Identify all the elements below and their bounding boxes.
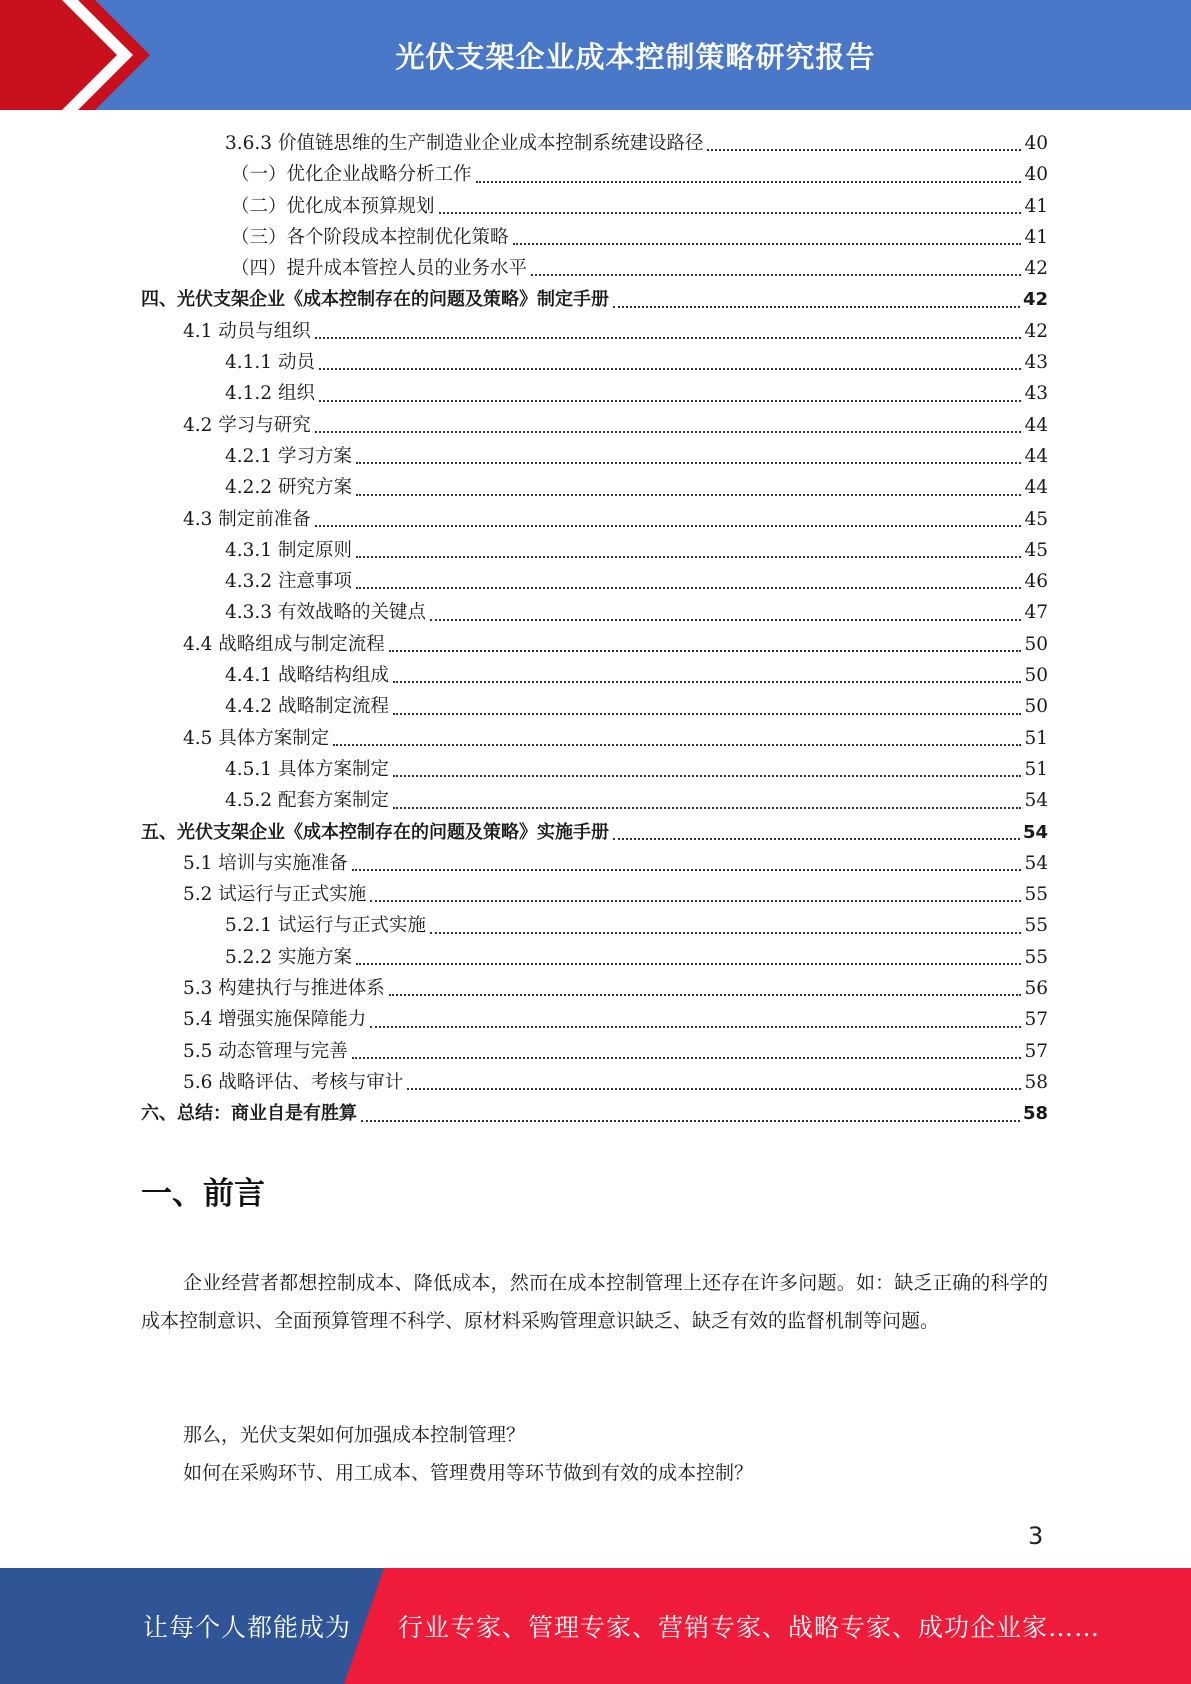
toc-entry-page: 51 — [1024, 727, 1048, 749]
toc-chapter-entry[interactable] — [141, 1098, 1048, 1129]
toc-entry-text: 4.1.1 动员 — [225, 352, 315, 374]
toc-leader-dots — [389, 994, 1022, 996]
toc-leader-dots — [513, 243, 1022, 245]
toc-leader-dots — [430, 932, 1021, 934]
toc-entry-page: 47 — [1024, 602, 1048, 624]
page-number: 3 — [1028, 1522, 1044, 1550]
toc-leader-dots — [333, 744, 1021, 746]
toc-entry-text: 4.4 战略组成与制定流程 — [183, 633, 385, 655]
toc-leader-dots — [352, 869, 1022, 871]
toc-entry-page: 44 — [1024, 477, 1048, 499]
toc-entry-page: 50 — [1024, 633, 1048, 655]
toc-entry[interactable] — [141, 347, 1048, 378]
toc-entry[interactable] — [141, 660, 1048, 691]
toc-entry-page: 45 — [1024, 508, 1048, 530]
toc-entry-text: 4.2.1 学习方案 — [225, 445, 352, 467]
toc-entry-page: 56 — [1024, 978, 1048, 1000]
toc-entry-page: 58 — [1024, 1071, 1048, 1093]
toc-leader-dots — [393, 807, 1021, 809]
toc-entry-page: 55 — [1024, 946, 1048, 968]
toc-entry-page: 46 — [1024, 571, 1048, 593]
toc-entry-text: 5.2.1 试运行与正式实施 — [225, 915, 426, 937]
toc-leader-dots — [531, 274, 1021, 276]
toc-leader-dots — [439, 212, 1022, 214]
toc-leader-dots — [352, 1057, 1022, 1059]
toc-entry-text: 4.4.1 战略结构组成 — [225, 665, 389, 687]
toc-entry[interactable] — [141, 723, 1048, 754]
toc-entry-text: （一）优化企业战略分析工作 — [231, 164, 472, 186]
toc-entry-text: 5.4 增强实施保障能力 — [183, 1009, 367, 1031]
toc-entry-text: 六、总结：商业自是有胜算 — [141, 1103, 357, 1125]
toc-entry-text: 5.6 战略评估、考核与审计 — [183, 1071, 404, 1093]
toc-entry-text: 4.3.2 注意事项 — [225, 571, 352, 593]
toc-entry-text: 4.5.1 具体方案制定 — [225, 758, 389, 780]
toc-entry[interactable] — [141, 535, 1048, 566]
toc-entry-text: 五、光伏支架企业《成本控制存在的问题及策略》实施手册 — [141, 821, 609, 843]
toc-entry[interactable] — [141, 691, 1048, 722]
toc-entry[interactable] — [141, 629, 1048, 660]
toc-entry-text: 5.2 试运行与正式实施 — [183, 884, 367, 906]
toc-entry-page: 43 — [1024, 352, 1048, 374]
toc-entry-text: 4.1 动员与组织 — [183, 320, 311, 342]
toc-chapter-entry[interactable] — [141, 284, 1048, 315]
toc-leader-dots — [356, 462, 1022, 464]
toc-entry-page: 50 — [1024, 665, 1048, 687]
body-paragraph: 那么，光伏支架如何加强成本控制管理？ — [183, 1424, 526, 1446]
section-heading: 一、前言 — [141, 1176, 265, 1212]
toc-entry[interactable] — [141, 566, 1048, 597]
toc-entry-page: 57 — [1024, 1040, 1048, 1062]
toc-entry-page: 57 — [1024, 1009, 1048, 1031]
toc-entry-text: 5.1 培训与实施准备 — [183, 852, 348, 874]
toc-entry-text: （二）优化成本预算规划 — [231, 195, 435, 217]
toc-entry-page: 40 — [1024, 133, 1048, 154]
toc-leader-dots — [315, 431, 1022, 433]
toc-entry-text: 4.4.2 战略制定流程 — [225, 696, 389, 718]
toc-entry[interactable] — [141, 597, 1048, 628]
toc-entry[interactable] — [141, 222, 1048, 253]
body-paragraph: 企业经营者都想控制成本、降低成本，然而在成本控制管理上还存在许多问题。如：缺乏正确的科学的成本控制意识、全面预算管理不科学、原材料采购管理意识缺乏、缺乏有效的监督机制等问题。 — [141, 1272, 1048, 1332]
toc-entry-text: （四）提升成本管控人员的业务水平 — [231, 258, 528, 280]
toc-entry[interactable] — [141, 504, 1048, 535]
toc-entry-page: 44 — [1024, 414, 1048, 436]
toc-entry[interactable] — [141, 316, 1048, 347]
toc-entry[interactable] — [141, 910, 1048, 941]
toc-entry-page: 44 — [1024, 445, 1048, 467]
toc-entry-page: 41 — [1024, 226, 1048, 248]
toc-entry[interactable] — [141, 754, 1048, 785]
toc-leader-dots — [356, 494, 1022, 496]
toc-entry-page: 55 — [1024, 884, 1048, 906]
toc-entry-page: 54 — [1022, 821, 1048, 843]
toc-entry[interactable] — [141, 128, 1048, 159]
toc-entry-page: 50 — [1024, 696, 1048, 718]
toc-leader-dots — [393, 713, 1021, 715]
page-header — [0, 0, 1191, 110]
toc-leader-dots — [315, 337, 1022, 339]
toc-entry[interactable] — [141, 159, 1048, 190]
toc-leader-dots — [430, 619, 1021, 621]
toc-leader-dots — [315, 525, 1022, 527]
toc-entry-text: 4.5 具体方案制定 — [183, 727, 330, 749]
toc-leader-dots — [319, 400, 1022, 402]
toc-entry[interactable] — [141, 1004, 1048, 1035]
toc-entry-text: 4.2 学习与研究 — [183, 414, 311, 436]
toc-entry[interactable] — [141, 410, 1048, 441]
toc-entry-page: 40 — [1024, 164, 1048, 186]
toc-entry-page: 43 — [1024, 383, 1048, 405]
toc-entry-page: 58 — [1022, 1103, 1048, 1125]
table-of-contents — [141, 128, 1048, 1130]
toc-entry-page: 54 — [1024, 852, 1048, 874]
toc-entry[interactable] — [141, 879, 1048, 910]
toc-leader-dots — [393, 681, 1021, 683]
toc-entry-page: 45 — [1024, 539, 1048, 561]
toc-entry-text: 四、光伏支架企业《成本控制存在的问题及策略》制定手册 — [141, 289, 609, 311]
toc-leader-dots — [370, 1026, 1021, 1028]
toc-entry-text: 5.3 构建执行与推进体系 — [183, 978, 385, 1000]
toc-entry[interactable] — [141, 441, 1048, 472]
toc-leader-dots — [356, 963, 1022, 965]
toc-chapter-entry[interactable] — [141, 817, 1048, 848]
toc-leader-dots — [356, 556, 1022, 558]
toc-entry-text: 4.5.2 配套方案制定 — [225, 790, 389, 812]
toc-entry[interactable] — [141, 973, 1048, 1004]
toc-leader-dots — [361, 1120, 1020, 1122]
toc-entry-text: 4.2.2 研究方案 — [225, 477, 352, 499]
toc-entry[interactable] — [141, 1036, 1048, 1067]
toc-leader-dots — [476, 181, 1022, 183]
toc-entry-page: 42 — [1024, 258, 1048, 280]
toc-leader-dots — [613, 306, 1020, 308]
toc-entry-page: 41 — [1024, 195, 1048, 217]
toc-entry-text: 4.3.1 制定原则 — [225, 539, 352, 561]
body-paragraph: 如何在采购环节、用工成本、管理费用等环节做到有效的成本控制？ — [183, 1462, 754, 1484]
toc-entry-text: 4.3 制定前准备 — [183, 508, 311, 530]
toc-entry-page: 42 — [1024, 320, 1048, 342]
toc-leader-dots — [370, 900, 1021, 902]
header-arrow-decoration — [0, 0, 150, 110]
toc-entry[interactable] — [141, 472, 1048, 503]
toc-entry[interactable] — [141, 191, 1048, 222]
toc-leader-dots — [319, 368, 1022, 370]
footer-slogan-left: 让每个人都能成为 — [143, 1613, 352, 1642]
toc-leader-dots — [407, 1088, 1021, 1090]
toc-entry-text: （三）各个阶段成本控制优化策略 — [231, 226, 509, 248]
footer-slogan-right: 行业专家、管理专家、营销专家、战略专家、成功企业家…… — [398, 1613, 1101, 1642]
page-footer — [0, 1568, 1191, 1684]
toc-entry-page: 51 — [1024, 758, 1048, 780]
toc-leader-dots — [393, 775, 1021, 777]
toc-entry-text: 4.1.2 组织 — [225, 383, 315, 405]
toc-entry[interactable] — [141, 785, 1048, 816]
toc-entry[interactable] — [141, 378, 1048, 409]
toc-entry[interactable] — [141, 1067, 1048, 1098]
toc-entry-text: 4.3.3 有效战略的关键点 — [225, 602, 426, 624]
document-title: 光伏支架企业成本控制策略研究报告 — [395, 39, 876, 74]
toc-leader-dots — [613, 838, 1020, 840]
toc-entry-text: 5.5 动态管理与完善 — [183, 1040, 348, 1062]
toc-entry[interactable] — [141, 848, 1048, 879]
toc-entry-page: 54 — [1024, 790, 1048, 812]
toc-entry-page: 55 — [1024, 915, 1048, 937]
toc-leader-dots — [389, 650, 1022, 652]
toc-leader-dots — [356, 587, 1022, 589]
toc-entry-text: 5.2.2 实施方案 — [225, 946, 352, 968]
toc-leader-dots — [707, 149, 1021, 151]
toc-entry[interactable] — [141, 253, 1048, 284]
toc-entry-text: 3.6.3 价值链思维的生产制造业企业成本控制系统建设路径 — [225, 133, 704, 154]
toc-entry[interactable] — [141, 942, 1048, 973]
toc-entry-page: 42 — [1022, 289, 1048, 311]
